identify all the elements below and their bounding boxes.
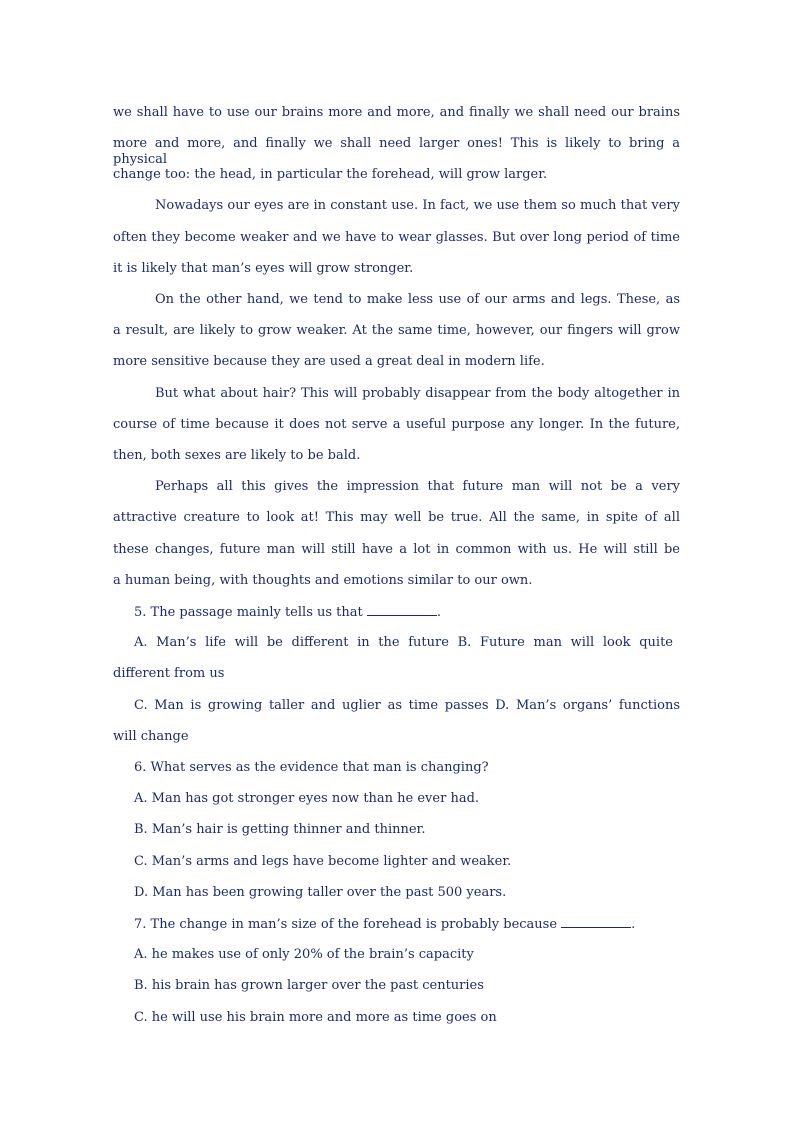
passage-line: But what about hair? This will probably disappear from the body altogether in — [155, 386, 680, 401]
question-5-options: different from us — [113, 666, 225, 681]
answer-blank — [561, 916, 631, 928]
passage-line: Perhaps all this gives the impression that future man will not be a very — [155, 479, 680, 494]
passage-line: more sensitive because they are used a great deal in modern life. — [113, 354, 545, 369]
question-6-stem: 6. What serves as the evidence that man is changing? — [134, 760, 489, 775]
question-6-option-c: C. Man’s arms and legs have become lighter and weaker. — [134, 854, 512, 869]
question-6-option-d: D. Man has been growing taller over the past 500 years. — [134, 885, 507, 900]
passage-line: Nowadays our eyes are in constant use. In fact, we use them so much that very — [155, 198, 680, 213]
question-5-options: will change — [113, 729, 189, 744]
passage-line: often they become weaker and we have to wear glasses. But over long period of time — [113, 230, 680, 245]
question-5-text: 5. The passage mainly tells us that — [134, 605, 363, 620]
passage-line: then, both sexes are likely to be bald. — [113, 448, 361, 463]
passage-line: On the other hand, we tend to make less use of our arms and legs. These, as — [155, 292, 680, 307]
question-6-option-b: B. Man’s hair is getting thinner and thinner. — [134, 822, 426, 837]
question-6-option-a: A. Man has got stronger eyes now than he ever had. — [134, 791, 480, 806]
question-5-options: A. Man’s life will be different in the future B. Future man will look quite — [134, 635, 673, 650]
passage-line: change too: the head, in particular the forehead, will grow larger. — [113, 167, 548, 182]
question-7-stem: 7. The change in man’s size of the forehead is probably because . — [134, 917, 636, 932]
question-7-option-a: A. he makes use of only 20% of the brain’s capacity — [134, 947, 474, 962]
question-7-option-b: B. his brain has grown larger over the past centuries — [134, 978, 484, 993]
question-5-stem: 5. The passage mainly tells us that . — [134, 605, 442, 620]
passage-line: we shall have to use our brains more and more, and finally we shall need our brains — [113, 105, 680, 120]
passage-line: it is likely that man’s eyes will grow stronger. — [113, 261, 414, 276]
question-7-text: 7. The change in man’s size of the forehead is probably because — [134, 917, 558, 932]
passage-line: attractive creature to look at! This may well be true. All the same, in spite of all — [113, 510, 680, 525]
question-5-options: C. Man is growing taller and uglier as time passes D. Man’s organs’ functions — [134, 698, 680, 713]
question-7-option-c: C. he will use his brain more and more as time goes on — [134, 1010, 497, 1025]
passage-line: these changes, future man will still have a lot in common with us. He will still be — [113, 542, 680, 557]
passage-line: a human being, with thoughts and emotions similar to our own. — [113, 573, 533, 588]
answer-blank — [367, 604, 437, 616]
passage-line: more and more, and finally we shall need larger ones! This is likely to bring a physical — [113, 136, 680, 167]
passage-line: a result, are likely to grow weaker. At the same time, however, our fingers will grow — [113, 323, 680, 338]
passage-line: course of time because it does not serve a useful purpose any longer. In the future, — [113, 417, 680, 432]
